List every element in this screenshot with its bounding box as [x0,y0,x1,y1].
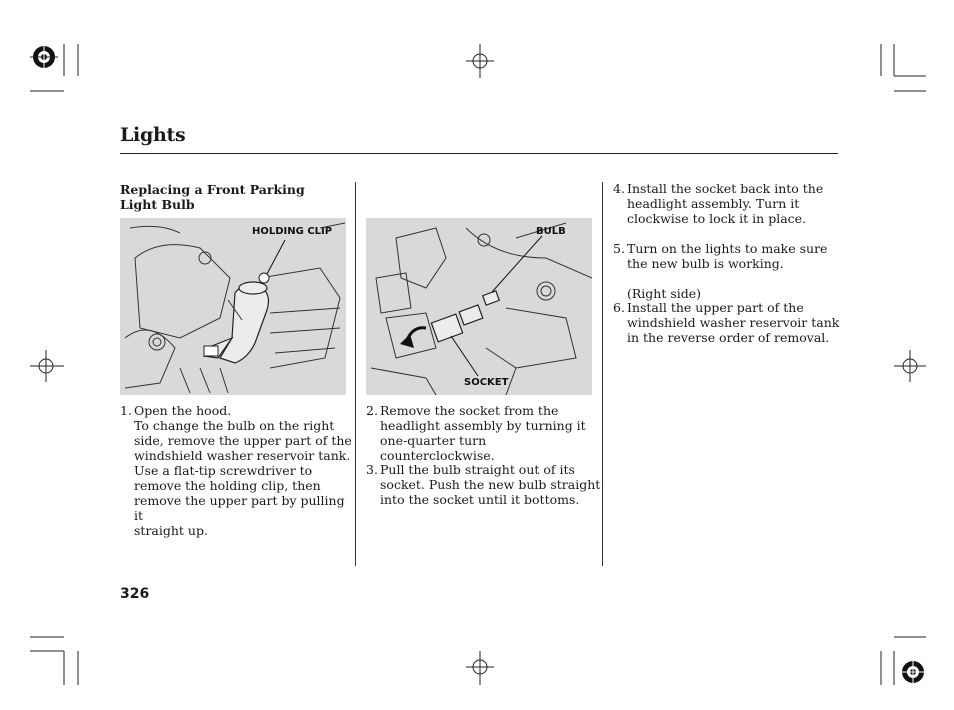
step-line: Install the socket back into the [627,181,824,196]
engine-illustration-2 [366,218,592,395]
title-rule [120,153,838,154]
step-line: clockwise to lock it in place. [627,211,807,226]
crosshair-left [30,350,64,382]
step-1 [120,403,352,538]
registration-target-top-left [30,43,58,71]
section-title: Lights [120,124,186,146]
column-divider-1 [355,182,356,566]
column-divider-2 [602,182,603,566]
step-number: 2. [366,403,378,418]
step-line: windshield washer reservoir tank [627,315,840,330]
step-6 [613,300,843,345]
step-line: in the reverse order of removal. [627,330,830,345]
step-line: straight up. [134,523,208,538]
step-line: Turn on the lights to make sure [627,241,828,256]
step-line: Use a flat-tip screwdriver to [134,463,313,478]
step-number: 4. [613,181,625,196]
crosshair-right [894,350,926,382]
step-line: Pull the bulb straight out of its [380,462,575,477]
figure-holding-clip [120,218,346,395]
figure-bulb-socket [366,218,592,395]
step-line: To change the bulb on the right [134,418,335,433]
step-number: 6. [613,300,625,315]
step-line: Open the hood. [134,403,232,418]
step-3 [366,462,601,507]
step-number: 5. [613,241,625,256]
right-side-note: (Right side) [627,286,702,301]
socket-label: SOCKET [464,377,509,388]
step-line: into the socket until it bottoms. [380,492,580,507]
step-line: remove the holding clip, then [134,478,321,493]
step-line: remove the upper part by pulling it [134,493,345,523]
bulb-label: BULB [536,226,566,237]
step-2 [366,403,601,463]
step-line: one-quarter turn counterclockwise. [380,433,495,463]
step-line: side, remove the upper part of the [134,433,352,448]
step-5 [613,241,843,271]
registration-target-bottom-right [899,658,927,686]
step-line: headlight assembly. Turn it [627,196,800,211]
step-line: Install the upper part of the [627,300,804,315]
step-line: headlight assembly by turning it [380,418,586,433]
crosshair-top [466,44,494,78]
subheading: Replacing a Front Parking Light Bulb [120,182,305,212]
step-4 [613,181,843,226]
engine-illustration-1 [120,218,346,395]
step-number: 1. [120,403,132,418]
step-line: Remove the socket from the [380,403,559,418]
page-number: 326 [120,586,150,602]
crosshair-bottom [466,651,494,685]
step-number: 3. [366,462,378,477]
step-line: socket. Push the new bulb straight [380,477,601,492]
step-line: windshield washer reservoir tank. [134,448,351,463]
step-line: the new bulb is working. [627,256,784,271]
holding-clip-label: HOLDING CLIP [252,226,333,237]
